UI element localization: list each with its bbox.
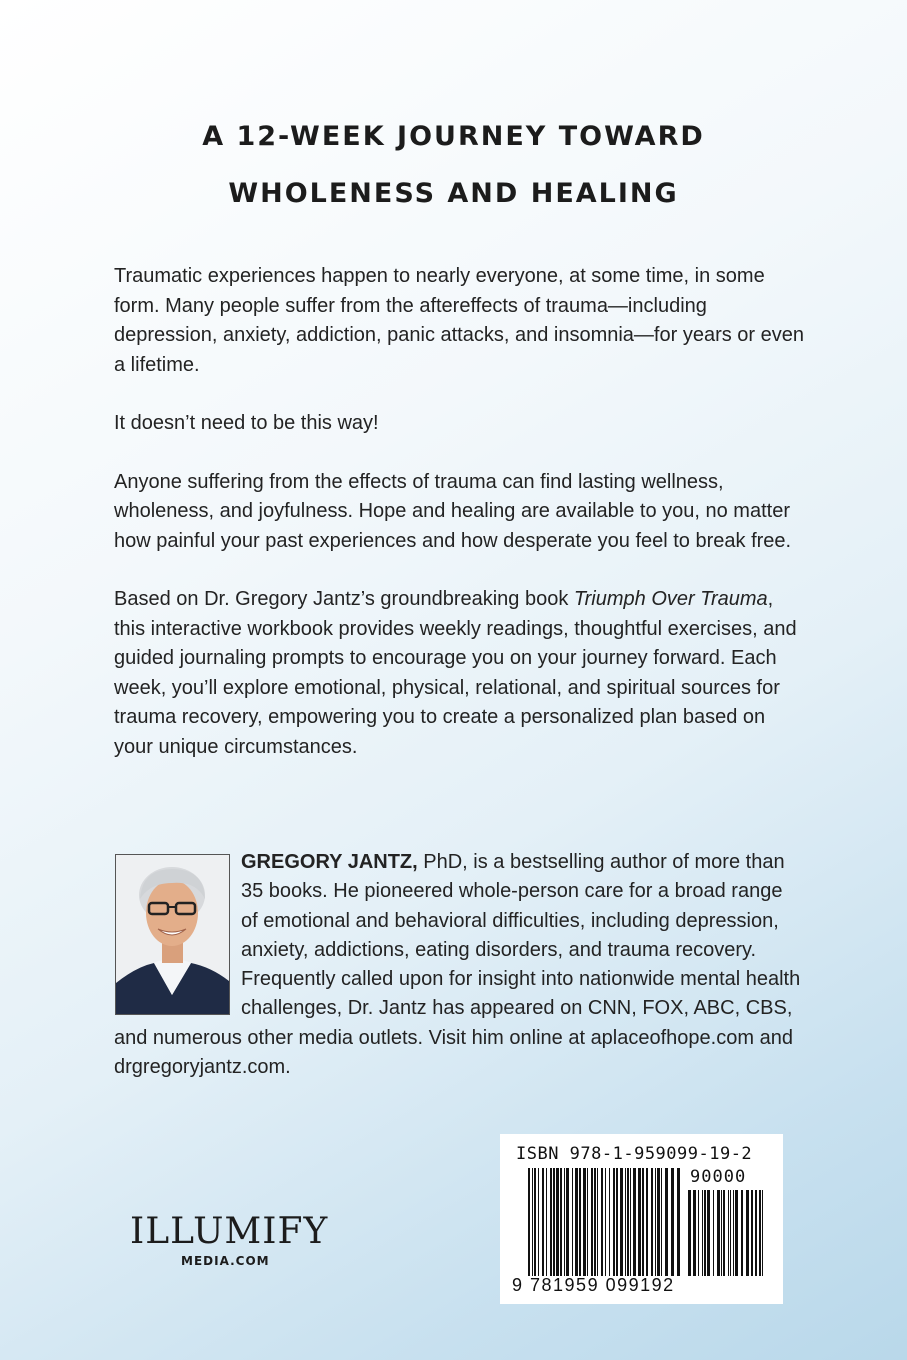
paragraph-4-rest: , this interactive workbook provides weekly readings, thoughtful exercises, and guided journaling prompts to encourage you on your journey forward. Each week, you’ll explore emotional, physical, relational, and spiritual sources for trauma recovery, empowering you to create a personalized plan based on your unique circumstances.	[114, 588, 797, 758]
barcode-bar	[693, 1190, 696, 1276]
barcode-bar	[751, 1190, 753, 1276]
isbn-barcode	[500, 1134, 783, 1304]
barcode-bar	[627, 1168, 629, 1276]
barcode-bar	[625, 1168, 626, 1276]
barcode-bar	[638, 1168, 641, 1276]
barcode-bar	[550, 1168, 552, 1276]
barcode-bar	[538, 1168, 539, 1276]
paragraph-4-lead: Based on Dr. Gregory Jantz’s groundbreaking book	[114, 588, 574, 610]
publisher-url: MEDIA.COM	[181, 1254, 270, 1268]
barcode-bar	[605, 1168, 606, 1276]
barcode-bar	[661, 1168, 662, 1276]
barcode-bar	[721, 1190, 722, 1276]
barcode-bar	[630, 1168, 631, 1276]
barcode-bar	[583, 1168, 586, 1276]
barcode-bar	[657, 1168, 660, 1276]
barcode-bar	[730, 1190, 731, 1276]
barcode-bar	[542, 1168, 544, 1276]
barcode-bar	[702, 1190, 703, 1276]
barcode-bar	[698, 1190, 699, 1276]
barcode-bar	[707, 1190, 710, 1276]
barcode-bar	[646, 1168, 648, 1276]
barcode-bar	[665, 1168, 668, 1276]
headline-line-1: A 12-WEEK JOURNEY TOWARD	[202, 121, 705, 152]
description-paragraph-4	[114, 585, 804, 762]
barcode-bar	[620, 1168, 623, 1276]
book-title-reference: Triumph Over Trauma	[573, 588, 768, 610]
publisher-logo	[130, 1212, 330, 1268]
barcode-bar	[591, 1168, 593, 1276]
barcode-bar	[759, 1190, 761, 1276]
barcode-bar	[741, 1190, 743, 1276]
barcode-bar	[572, 1168, 573, 1276]
barcode-bar	[728, 1190, 729, 1276]
barcode-bar	[717, 1190, 720, 1276]
description-paragraph-2: It doesn’t need to be this way!	[114, 412, 379, 434]
barcode-bar	[528, 1168, 530, 1276]
barcode-digits: 9 781959 099192	[512, 1275, 675, 1295]
author-bio-block	[114, 848, 804, 1082]
publisher-name: ILLUMIFY	[130, 1211, 329, 1252]
barcode-bar	[575, 1168, 578, 1276]
barcode-bar	[688, 1190, 691, 1276]
barcode-bar	[546, 1168, 547, 1276]
barcode-bar	[553, 1168, 555, 1276]
barcode-bar	[587, 1168, 588, 1276]
barcode-bar	[601, 1168, 603, 1276]
barcode-bar	[704, 1190, 706, 1276]
isbn-text: ISBN 978-1-959099-19-2	[516, 1144, 753, 1164]
description-paragraph-1: Traumatic experiences happen to nearly everyone, at some time, in some form. Many people suffer from the aftereffects of trauma—including depression, anxiety, addiction, panic attacks, and insomnia—for years or even a lifetime.	[114, 265, 804, 376]
barcode-bar	[651, 1168, 653, 1276]
barcode-bar	[723, 1190, 725, 1276]
barcode-bar	[671, 1168, 674, 1276]
price-code: 90000	[690, 1167, 747, 1187]
barcode-bar	[642, 1168, 644, 1276]
barcode-bar	[613, 1168, 615, 1276]
description-paragraph-3: Anyone suffering from the effects of trauma can find lasting wellness, wholeness, and joyfulness. Hope and healing are available to you, no matter how painful your past experiences and how desperate you feel to break free.	[114, 470, 792, 552]
author-name: GREGORY JANTZ,	[241, 851, 418, 873]
author-portrait-icon	[116, 855, 229, 1014]
author-portrait-photo	[115, 854, 230, 1015]
barcode-bar	[564, 1168, 565, 1276]
description-block	[114, 262, 804, 762]
barcode-bar	[560, 1168, 562, 1276]
barcode-bar	[597, 1168, 598, 1276]
barcode-bar	[556, 1168, 559, 1276]
barcode-bar	[677, 1168, 680, 1276]
headline-line-2: WHOLENESS AND HEALING	[228, 178, 679, 209]
barcode-bar	[609, 1168, 610, 1276]
barcode-bar	[655, 1168, 656, 1276]
barcode-bar	[534, 1168, 536, 1276]
barcode-bar	[762, 1190, 763, 1276]
barcode-bar	[579, 1168, 581, 1276]
barcode-bar	[532, 1168, 533, 1276]
cover-headline	[0, 108, 907, 222]
author-bio: PhD, is a bestselling author of more than 35 books. He pioneered whole-person care for a broad range of emotional and behavioral difficulties, including depression, anxiety, addictions, eating disorders, and trauma recovery. Frequently called upon for insight into nationwide mental health challenges, Dr. Jantz has appeared on CNN, FOX, ABC, CBS, and numerous other media outlets. Visit him online at aplaceofhope.com and drgregoryjantz.com.	[114, 851, 801, 1079]
barcode-bar	[746, 1190, 749, 1276]
barcode-bar	[616, 1168, 618, 1276]
barcode-bar	[755, 1190, 757, 1276]
barcode-bar	[713, 1190, 714, 1276]
barcode-bar	[733, 1190, 734, 1276]
barcode-bar	[735, 1190, 738, 1276]
barcode-bar	[594, 1168, 596, 1276]
barcode-bar	[566, 1168, 569, 1276]
barcode-bar	[633, 1168, 636, 1276]
